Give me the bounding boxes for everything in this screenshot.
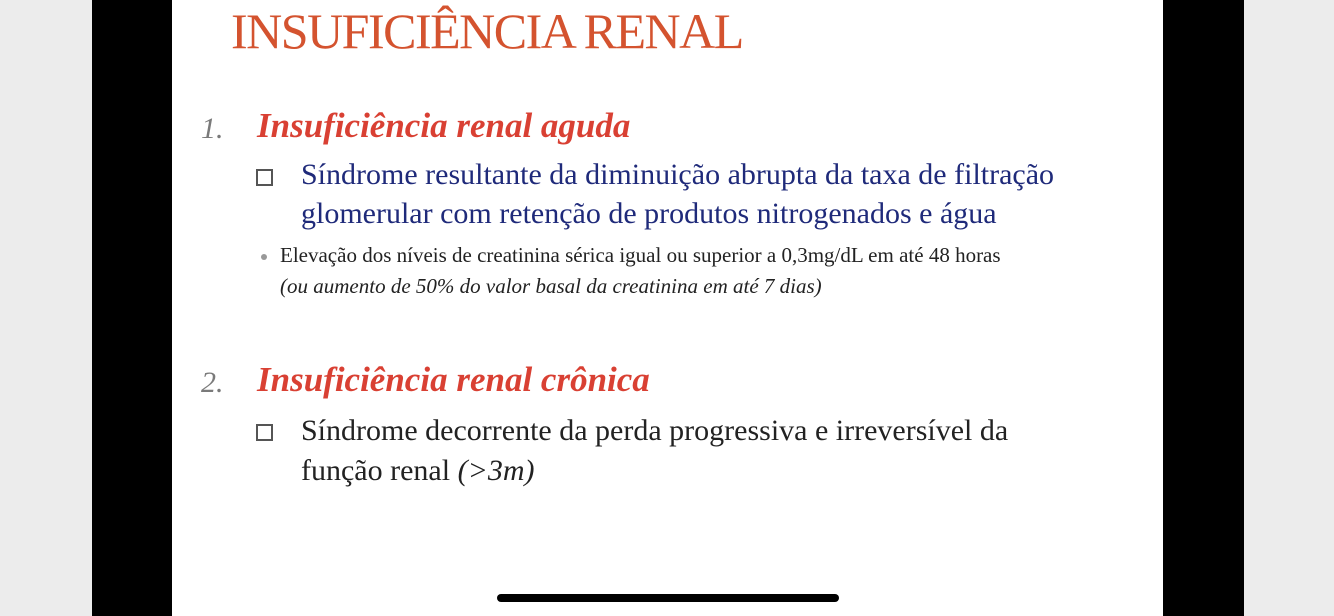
chronic-definition-line: Síndrome decorrente da perda progressiva e irreversível da xyxy=(301,414,1009,447)
bullet-icon xyxy=(261,254,267,260)
chronic-definition-line-2 xyxy=(301,454,534,488)
acute-criteria-line: Elevação dos níveis de creatinina sérica igual ou superior a 0,3mg/dL em até 48 horas xyxy=(280,243,1001,267)
outer-margin-left xyxy=(0,0,92,616)
acute-definition-line: Síndrome resultante da diminuição abrupta da taxa de filtração xyxy=(301,158,1055,191)
letterbox-right xyxy=(1163,0,1244,616)
section-number: 2. xyxy=(201,366,224,399)
chronic-duration-note: (>3m) xyxy=(457,454,535,487)
section-heading-acute: Insuficiência renal aguda xyxy=(257,106,631,145)
section-number: 1. xyxy=(201,112,224,145)
letterbox-left xyxy=(92,0,172,616)
section-heading-chronic: Insuficiência renal crônica xyxy=(257,360,650,399)
presentation-slide xyxy=(172,0,1163,616)
acute-criteria-note: (ou aumento de 50% do valor basal da creatinina em até 7 dias) xyxy=(280,274,822,298)
checkbox-icon xyxy=(256,169,273,186)
chronic-definition-text: função renal xyxy=(301,454,451,487)
acute-definition-line: glomerular com retenção de produtos nitrogenados e água xyxy=(301,197,997,230)
checkbox-icon xyxy=(256,424,273,441)
home-indicator-bar[interactable] xyxy=(497,594,839,602)
outer-margin-right xyxy=(1244,0,1334,616)
slide-title: INSUFICIÊNCIA RENAL xyxy=(231,3,743,59)
